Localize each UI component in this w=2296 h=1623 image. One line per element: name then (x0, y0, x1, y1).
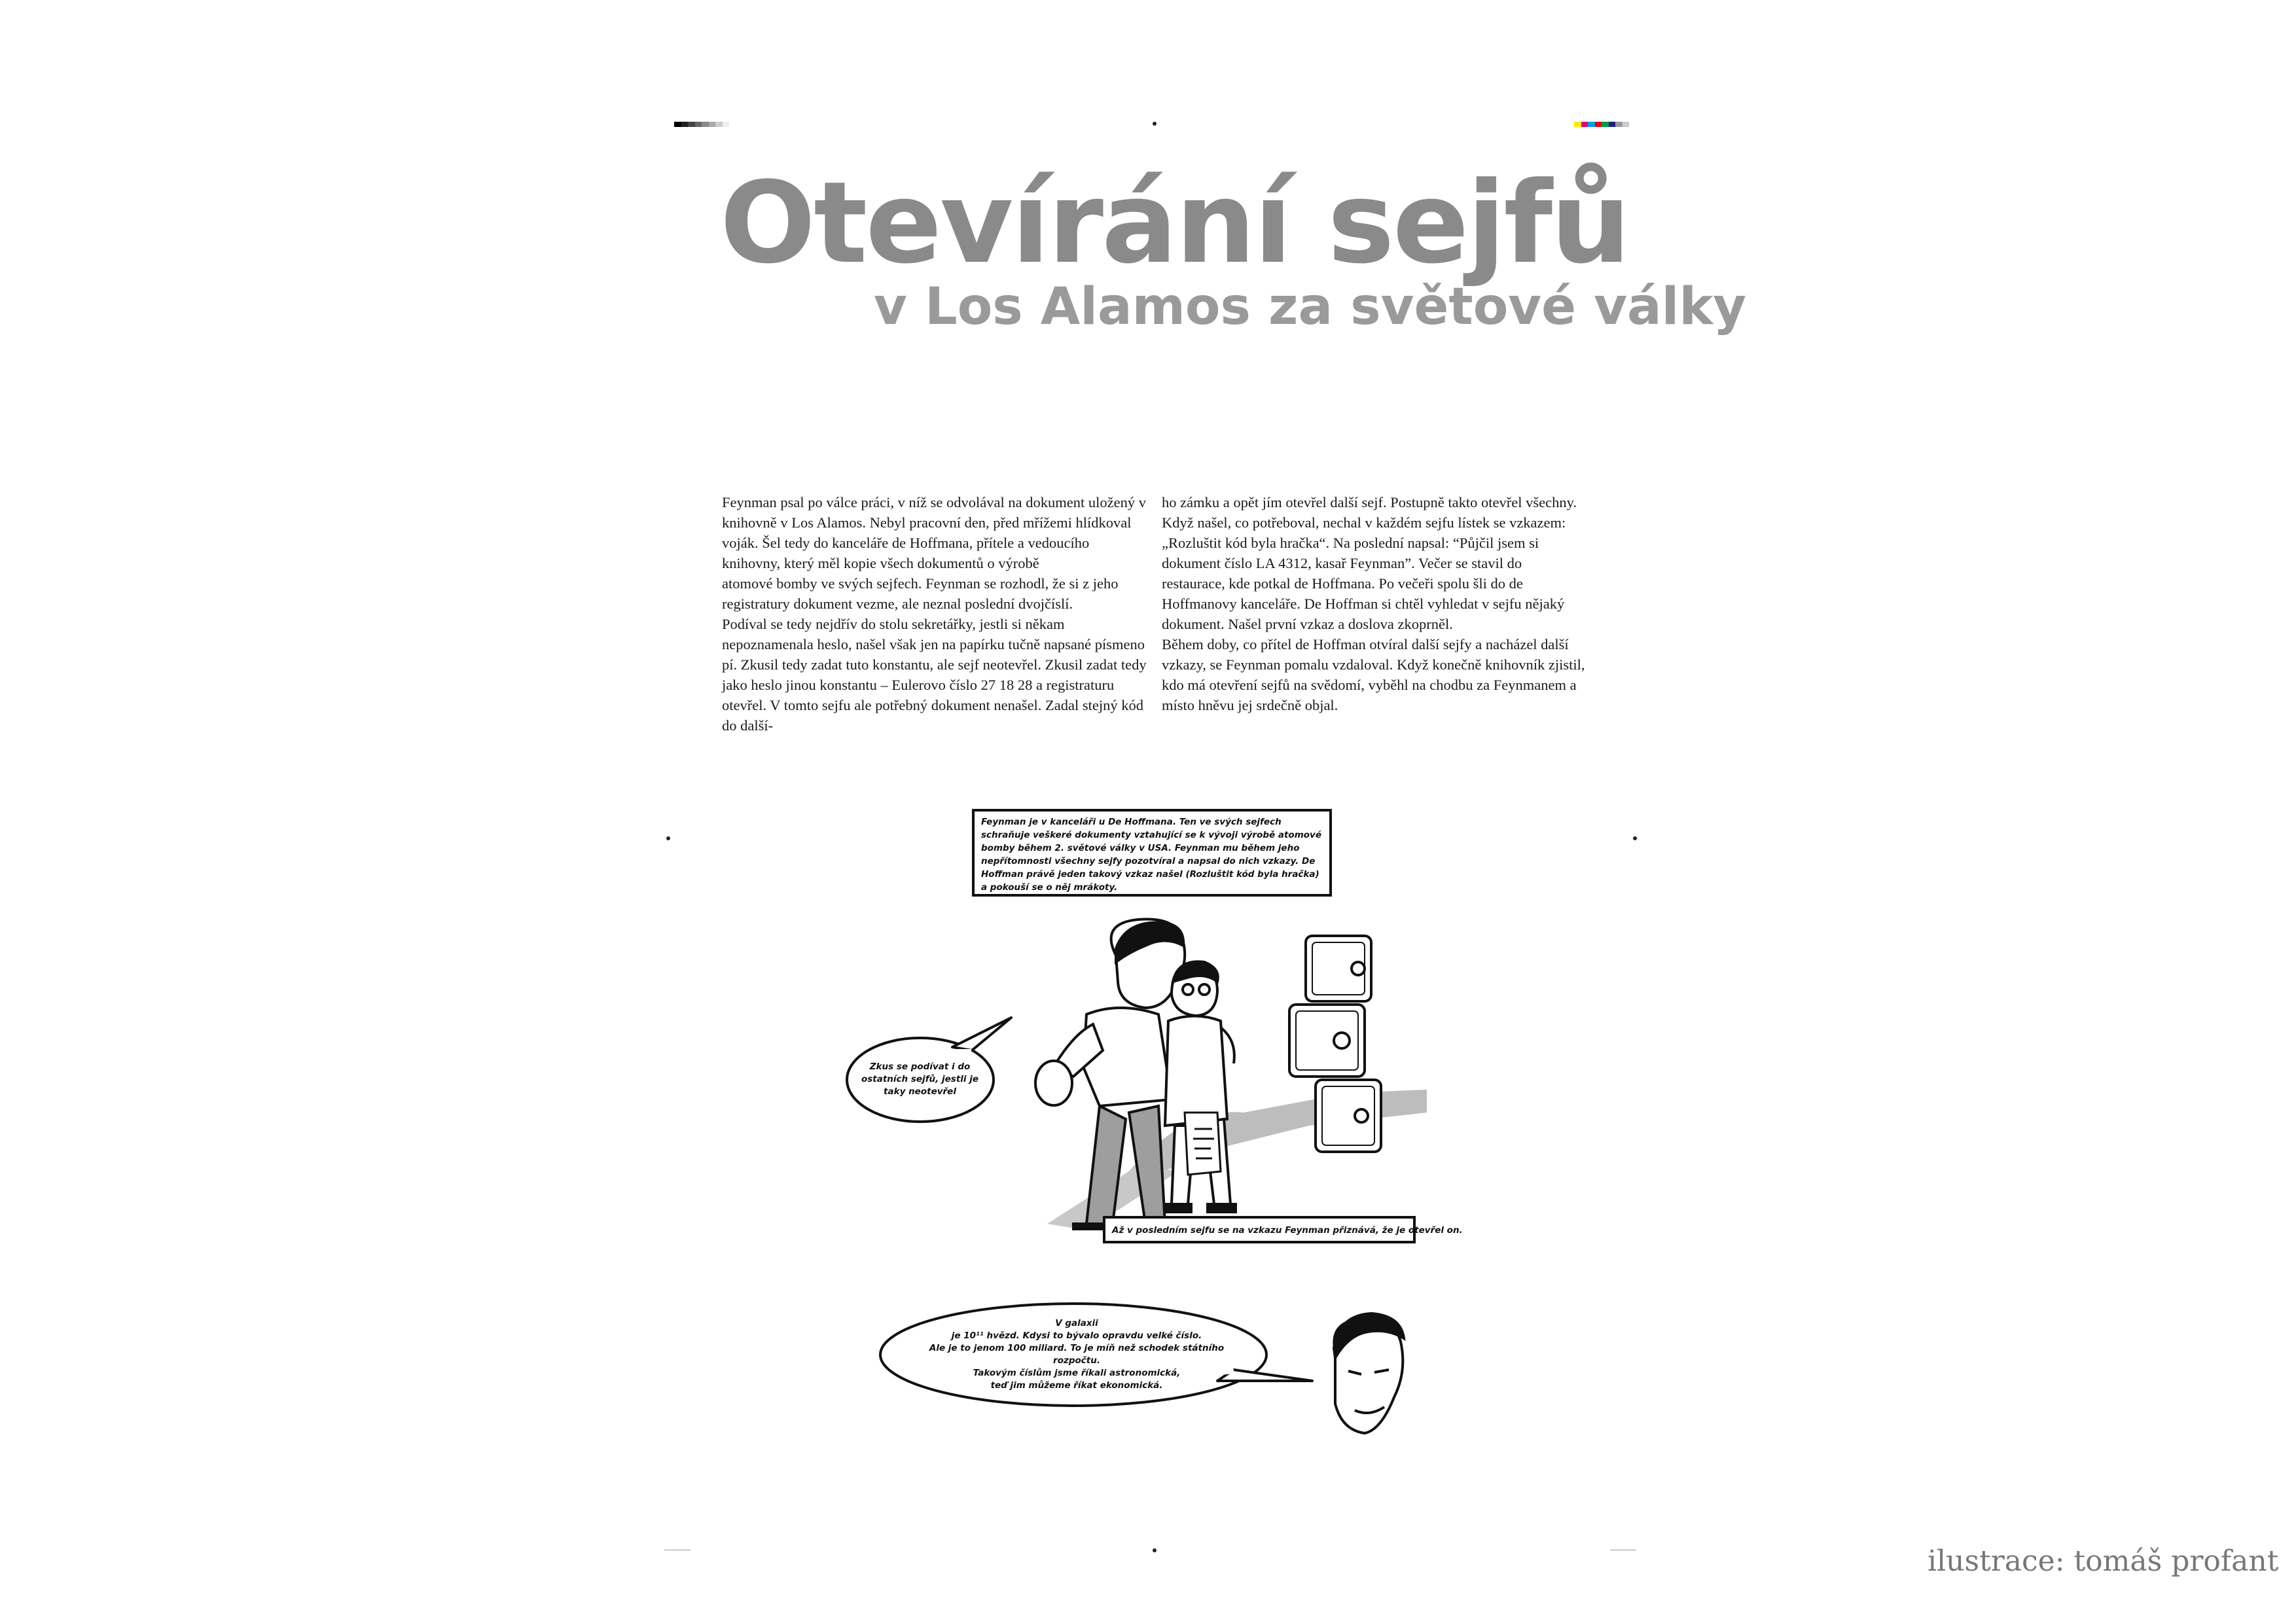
comic-caption-bottom: Až v posledním sejfu se na vzkazu Feynman přiznává, že je otevřel on. (1103, 1216, 1416, 1243)
article-column-2 (1162, 492, 1587, 715)
speech-line: Ale je to jenom 100 miliard. To je míň než schodek státního rozpočtu. (929, 1343, 1225, 1366)
feynman-head (1334, 1313, 1404, 1433)
illustration-credit: ilustrace: tomáš profant (1928, 1544, 2279, 1578)
page-subtitle: v Los Alamos za světové války (874, 277, 1747, 336)
comic-caption-top: Feynman je v kanceláři u De Hoffmana. Ten ve svých sejfech schraňuje veškeré dokumenty vztahující se k vývoji výrobě atomové bomby během 2. světové války v USA. Feynman mu během jeho nepřítomnosti všechny sejfy pozotvíral a napsal do nich vzkazy. De Hoffman právě jeden takový vzkaz našel (Rozluštit kód byla hračka) a pokouší se o něj mrákoty. (972, 809, 1332, 897)
article-column-1 (722, 492, 1147, 736)
paragraph: atomové bomby ve svých sejfech. Feynman se rozhodl, že si z jeho registratury dokument vezme, ale neznal poslední dvojčíslí. (722, 575, 1119, 612)
feynman-figure (1035, 919, 1185, 1230)
registration-mark-top (1153, 122, 1157, 126)
speech-bubble-bottom-text (887, 1309, 1266, 1400)
registration-mark-bottom (1153, 1548, 1157, 1552)
page-title: Otevírání sejfů (720, 157, 1629, 289)
paragraph: Feynman psal po válce práci, v níž se odvolával na dokument uložený v knihovně v Los Alamos. Nebyl pracovní den, před mřížemi hlídkoval voják. Šel tedy do kanceláře de Hoffmana, přítele a vedoucího knihovny, který měl kopie všech dokumentů o výrobě (722, 494, 1146, 571)
speech-bubble-left-text: Zkus se podívat i do ostatních sejfů, jestli je taky neotevřel (861, 1061, 979, 1097)
grayscale-calibration-bar (674, 122, 729, 127)
speech-line: V galaxii (1055, 1318, 1098, 1329)
speech-line: Takovým číslům jsme říkali astronomická, (973, 1368, 1181, 1378)
registration-mark-left (666, 836, 670, 840)
paragraph: Podíval se tedy nejdřív do stolu sekretářky, jestli si někam nepoznamenala heslo, našel však jen na papírku tučně napsané písmeno pí. Zkusil tedy zadat tuto konstantu, ale sejf neotevřel. Zkusil zadat tedy jako heslo jinou konstantu – Eulerovo číslo 27 18 28 a registraturu otevřel. V tomto sejfu ale potřebný dokument nenašel. Zadal stejný kód do další- (722, 616, 1147, 734)
color-calibration-bar (1574, 122, 1629, 127)
de-hoffman-figure (1165, 961, 1236, 1212)
paragraph: Během doby, co přítel de Hoffman otvíral další sejfy a nacházel další vzkazy, se Feynman pomalu vzdaloval. Když konečně knihovník zjistil, kdo má otevření sejfů na svědomí, vyběhl na chodbu za Feynmanem a místo hněvu jej srdečně objal. (1162, 636, 1585, 713)
paragraph: ho zámku a opět jím otevřel další sejf. Postupně takto otevřel všechny. Když našel, co potřeboval, nechal v každém sejfu lístek se vzkazem: „Rozluštit kód byla hračka“. Na poslední napsal: “Půjčil jsem si dokument číslo LA 4312, kasař Feynman”. Večer se stavil do restaurace, kde potkal de Hoffmana. Po večeři spolu šli do de Hoffmanovy kanceláře. De Hoffman si chtěl vyhledat v sejfu nějaký dokument. Našel první vzkaz a doslova zkoprněl. (1162, 494, 1577, 632)
speech-line: teď jim můžeme říkat ekonomická. (990, 1380, 1163, 1391)
registration-mark-right (1633, 836, 1637, 840)
speech-line: je 10¹¹ hvězd. Kdysi to bývalo opravdu velké číslo. (951, 1330, 1202, 1341)
